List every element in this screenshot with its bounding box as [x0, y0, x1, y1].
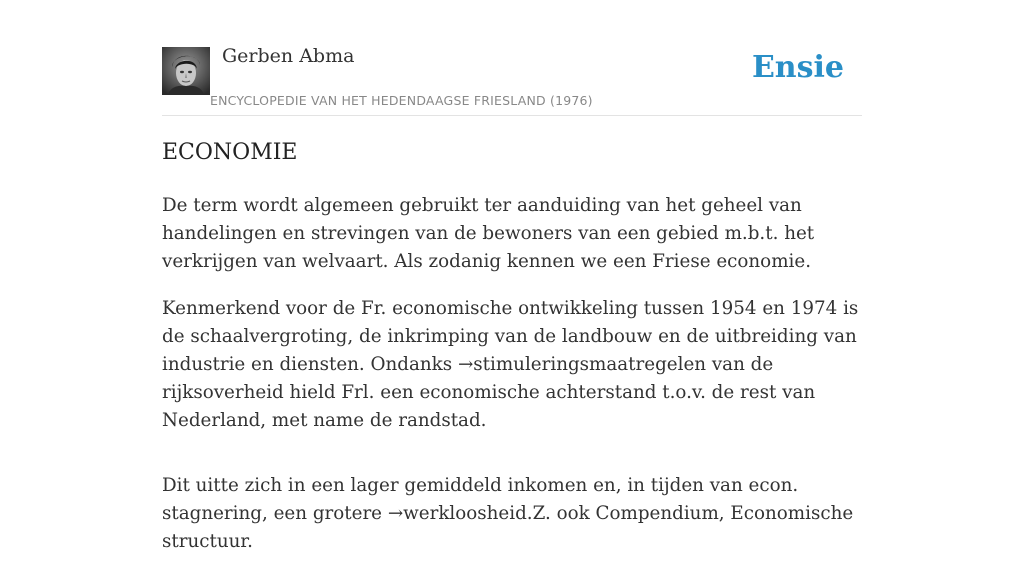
paragraph-text: .Z. ook Compendium, Economische structuur. — [162, 503, 854, 552]
link-werkloosheid[interactable]: →werkloosheid — [387, 503, 527, 524]
link-stimuleringsmaatregelen[interactable]: →stimuleringsmaatregelen — [457, 354, 707, 375]
ensie-logo[interactable]: Ensie — [751, 50, 844, 85]
paragraph-text: Kenmerkend voor de Fr. economische ontwikkeling tussen 1954 en 1974 is de schaalvergroting, de inkrimping van de landbouw en de uitbreiding van industrie en diensten. Ondanks — [162, 298, 859, 375]
article-title: ECONOMIE — [162, 140, 298, 165]
source-title[interactable]: ENCYCLOPEDIE VAN HET HEDENDAAGSE FRIESLAND (1976) — [210, 93, 593, 108]
paragraph-text: Dit uitte zich in een lager gemiddeld inkomen en, in tijden van econ. stagnering, een grotere — [162, 475, 799, 524]
paragraph-consequences — [162, 472, 862, 556]
article-header — [162, 0, 862, 116]
paragraph-definition: De term wordt algemeen gebruikt ter aanduiding van het geheel van handelingen en strevingen van de bewoners van een gebied m.b.t. het verkrijgen van welvaart. Als zodanig kennen we een Friese economie. — [162, 195, 815, 272]
article-card — [162, 0, 862, 552]
paragraph-text: van de rijksoverheid hield Frl. een economische achterstand t.o.v. de rest van Nederland, met name de randstad. — [162, 354, 816, 431]
author-name[interactable]: Gerben Abma — [222, 45, 355, 67]
paragraph-development — [162, 295, 862, 435]
article-body — [162, 192, 862, 575]
avatar-portrait-icon — [162, 47, 210, 95]
author-avatar[interactable] — [162, 47, 210, 95]
